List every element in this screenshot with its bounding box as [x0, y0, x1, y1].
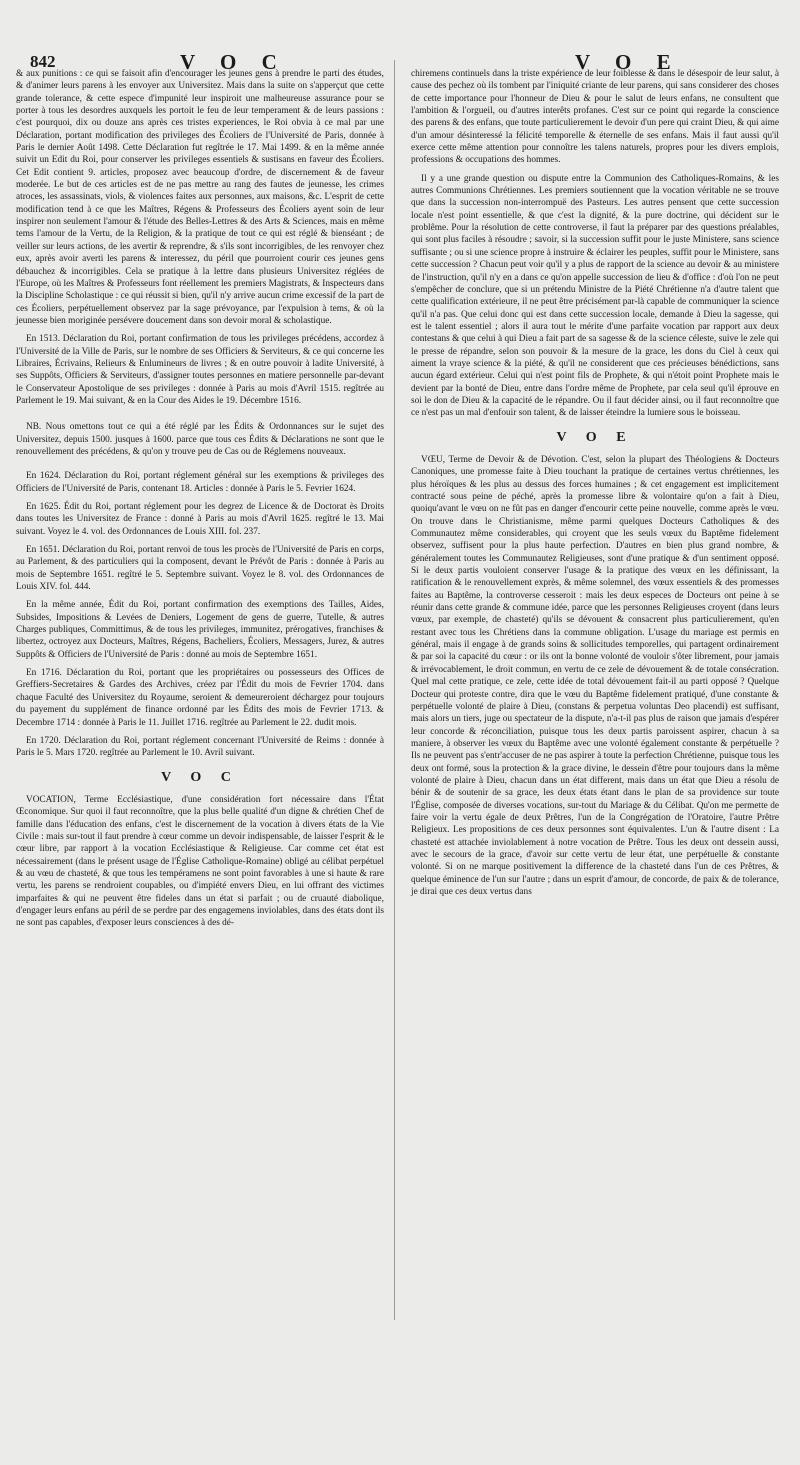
- paragraph: chiremens continuels dans la triste expérience de leur foiblesse & dans le désespoir de leur salut, à cause des pechez où ils tombent par l'iniquité criante de leur parens, qui sans considerer des choses de cette importance pour l'honneur de Dieu & pour le salut de leurs enfans, ne consultent que l'ambition & l'orgueil, ou d'autres interêts profanes. C'est sur ce point qui regarde la conscience des parens & des enfans, que toute particulierement le devoir d'un pere qui craint Dieu, & qui aime d'un amour désinteressé la félicité temporelle & éternelle de ses enfans. Mais il faut aussi qu'il exerce cette même attention pour connoître les talens naturels, propres pour les divers emplois, professions & occupations des hommes.: [411, 69, 780, 166]
- column-divider: [394, 60, 395, 1320]
- paragraph: & aux punitions : ce qui se faisoit afin d'encourager les jeunes gens à prendre le parti des études, & d'animer leurs parens à les envoyer aux Universitez. Mais dans la suite on s'apperçut que cette grande tolerance, & cette espece d'impunité leur inspiroit une malheureuse assurance pour se porter à tous les desordres auxquels les portoit le feu de leur temperament & de leurs passions : c'est pourquoi, dix ou douze ans après ces tristes experiences, le Roi obvia à ce mal par une Déclaration, portant modification des privileges des Écoliers de l'Université de Paris, donnée à Paris le dernier Août 1498. Cette Déclaration fut regîtrée le 17. Mai 1499. & en la même année suivit un Edit du Roi, pour conserver les privileges essentiels & sustisans en faveur des Écoliers. Cet Edit contient 9. articles, proposez avec beaucoup d'ordre, de discernement & de faveur moderée. Le but de ces articles est de ne pas mettre au rang des fautes de jeunesse, les crimes atroces, les assassinats, viols, & violences faites aux personnes, aux maisons, &c. L'esprit de cette modification tend à ce que les Maîtres, Régens & Professeurs des Écoliers ayent soin de leur inspirer non seulement l'amour & l'étude des Belles-Lettres & des Arts & Sciences, mais en même tems l'amour de la Vertu, de la Religion, & la pratique de tout ce qui est réglé & bienséant ; de veiller sur leurs actions, de les avertir & reprendre, & s'ils sont incorrigibles, de les renvoyer chez eux, après avoir averti les parens & interessez, du péril que pourroient courir ces jeunes gens débauchez & incorrigibles. Cela se pratique à la lettre dans plusieurs Universitez réglées de l'Europe, où les Maîtres & Professeurs font réellement les premiers Magistrats, & Inspecteurs dans la Discipline Scholastique : ce qui réussit si bien, qu'il n'y arrive aucun crime excessif de la part de ces Écoliers, perpétuellement observez par la sage prévoyance, par l'expulsion à tems, & où la jeunesse bien moriginée persévere doucement dans son devoir moral & scholastique.: [16, 69, 384, 326]
- paragraph: Il y a une grande question ou dispute entre la Communion des Catholiques-Romains, & les autres Communions Chrétiennes. Les premiers soutiennent que la vocation véritable ne se trouve que dans la succession non-interrompuë des Pasteurs. Les autres pensent que cette succession locale n'est point essentielle, & que c'est la dignité, & la pure doctrine, qui décident sur le problême. Pour la résolution de cette controverse, il faut la préparer par des questions préalables, qui sont plus faciles à résoudre ; savoir, si la succession suffit pour le juste Ministere, sans science suffisante ; ou si une science propre à instruire & éclairer les peuples, suffit pour le Ministere, sans cette succession ? Chacun peut voir qu'il y a plus de rapport de la science au devoir & au ministere de l'instruction, qu'il n'y en a dans ce qu'on appelle succession de lieu & d'office : d'où l'on ne peut s'empêcher de conclure, que si un prétendu Ministre de la Piété Chrétienne n'a d'autre talent que cette qualification extérieure, il ne peut être précisément par-là capable de communiquer la science qu'il n'a pas. Que celui donc qui est dans cette succession locale, demande à Dieu la sagesse, qui est le talent essentiel ; alors il aura tout le mérite d'une parfaite vocation par rapport aux deux contestans & que celui à qui Dieu a fait part de sa sagesse & de la science céleste, suive le zele qui le presse de répandre, selon son pouvoir & la mesure de la grace, les dons du Ciel à ceux qui aiment la vraye science & la piété, & qu'il ne considerent que ces précieuses bénédictions, sans aucun égard extérieur. Celui qui n'est point fils de Prophete, & qui n'étoit point Prophete mais le devient par la bonté de Dieu, entre dans l'ordre même de Prophete, par cela seul qu'il éprouve en soi le don de Dieu & la capacité de le répandre. Ou il faut décider ainsi, ou il faut reconnoître que ce n'est pas un mal d'enfouir son talent, & de laisser éteindre la lumiere sous le boisseau.: [411, 173, 779, 419]
- running-header: [0, 14, 800, 74]
- right-running-head: V O E: [575, 50, 681, 74]
- paragraph: En 1513. Déclaration du Roi, portant confirmation de tous les privileges précédens, accordez à l'Université de la Ville de Paris, sur le nombre de ses Officiers & Serviteurs, & ce qui concerne les Libraires, Écrivains, Relieurs & Enlumineurs de livres ; & en outre pouvoir à ladite Université, à ses Suppôts, Officiers & Serviteurs, d'assigner toutes personnes en matiere personnelle par-devant le Conservateur Apostolique de ses privileges : donnée à Paris au mois d'Avril 1515. regîtrée au Parlement le 19. Mai suivant, & en la Cour des Aides le 19. Décembre 1516.: [16, 334, 384, 406]
- entry-vocation: VOCATION, Terme Ecclésiastique, d'une considération fort nécessaire dans l'État Œconomique. Sur quoi il faut reconnoître, que la plus belle qualité d'un digne & chrétien Chef de famille dans l'éducation des enfans, c'est le discernement de la vocation à divers états de la Vie Civile : mais sur-tout il faut prendre à cœur comme un devoir indispensable, de laisser l'esprit & le cœur libre, par rapport à la vocation Ecclésiastique & Religieuse. Car comme cet état est nécessairement (dans le présent usage de l'Église Catholique-Romaine) obligé au célibat perpétuel & au vœu de chasteté, & que tous les tempéramens ne sont point favorables à une si haute & rare vertu, les parens se rendroient coupables, ou d'impiété envers Dieu, en lui offrant des victimes imparfaites & qui ne peuvent être fideles dans un état si parfait ; ou de cruauté diabolique, d'engager leurs enfans au péril de se perdre par des engagemens inviolables, dans des états dont ils ne sont pas capables, d'exposer leurs consciences à des dé-: [16, 794, 384, 929]
- paragraph: En la même année, Édit du Roi, portant confirmation des exemptions des Tailles, Aides, Subsides, Impositions & Levées de Deniers, Logement de gens de guerre, Tutelle, & autres Charges publiques, Committimus, & de tous les privileges, immunitez, prérogatives, franchises & libertez, octroyez aux Docteurs, Maîtres, Régens, Bacheliers, Écoliers, Messagers, Jurez, & autres Suppôts & Officiers de l'Université de Paris : donné au mois de Septembre 1651.: [16, 600, 384, 660]
- paragraph: En 1716. Déclaration du Roi, portant que les propriétaires ou possesseurs des Offices de Greffiers-Secretaires & Gardes des Archives, créez par l'Édit du mois de Fevrier 1704. dans chaque Faculté des Universitez du Royaume, seroient & demeureroient déchargez pour toujours du payement du supplément de finance ordonné par les Édits des mois de Fevrier 1713. & Decembre 1714 : donnée à Paris le 11. Juillet 1716. regîtrée au Parlement le 22. dudit mois.: [16, 668, 384, 728]
- entry-voeu: VŒU, Terme de Devoir & de Dévotion. C'est, selon la plupart des Théologiens & Docteurs Canoniques, une promesse faite à Dieu touchant la pratique de certaines vertus chrétiennes, les plus héroïques & les plus au dessus des forces humaines ; & cet engagement est implicitement contracté sous peine de péché, après la promesse libre & volontaire qu'on a fait à Dieu, quoiqu'avant le vœu on ne fût pas en danger d'encourir cette peine nouvelle, comme après le vœu. On trouve dans le Christianisme, même parmi quelques Docteurs Catholiques & des Communautez même considerables, qui croyent que les seuls vœux du Baptême fidelement observez, suffisent pour la plus haute perfection. D'autres en bien plus grand nombre, & généralement toutes les Communautez Religieuses, sont d'une pratique & d'un sentiment opposé. Si le deux partis vouloient conserver l'usage & la pratique des vœux en les définissant, la ratification & le renouvellement exprès, & même solemnel, des vœux essentiels & des promesses faites au Baptême, la controverse cesseroit : mais les deux especes de Docteurs ont peine à se réunir dans cette grande & commune idée, parce que les personnes Religieuses croyent (dans leurs vœux, par exemple, de chasteté) qu'ils se dévouent & consacrent plus particulierement, qu'en restant avec tous les Chrétiens dans la commune obligation. L'usage du mariage est permis en général, mais il engage à de grands soins & sollicitudes temporelles, qui partagent ordinairement & par soi la capacité du cœur : or ils ont la bonne volonté de vouloir s'ôter librement, pour jamais & irrévocablement, le droit commun, en vertu de ce zele de dévouement & de totale consécration. Quel mal cette pratique, ce zele, cette idée de total dévouement fait-il au parti opposé ? Quelque Docteur qui proteste contre, dira que le vœu du Baptême fidelement pratiqué, d'une constante & perpétuelle volonté de plaire à Dieu, (constans & perpetua voluntas Deo placendi) est suffisant, mais alors un tiers, juge ou spectateur de la dispute, n'a-t-il pas plus de raison que jamais d'espérer leur concorde & réconciliation, puisque tous les deux partis paroissent aspirer, chacun à sa maniere, à observer les vœux du Baptême avec une volonté également constante & perpétuelle ? Ils ne peuvent pas s'entr'accuser de ne pas aspirer à toute la perfection Chrétienne, puisque tous les deux ont formé, sous la protection & la grace divine, le dessein d'être pour toujours dans la même volonté de plaire à Dieu, chacun dans un état different, mais dans un état que Dieu a résolu de bénir & de soutenir de sa grace, les deux états étant dans le plan de sa providence sur toute l'Église, composée de diverses vocations, sur-tout du Mariage & du Célibat. Qu'on me permette de faire voir la vertu égale de deux Prêtres, l'un de la Congrégation de l'Oratoire, l'autre Prêtre Religieux. Les propositions de ces deux personnes sont équivalentes. L'un & l'autre disent : La chasteté est attachée inviolablement à notre vocation de Prêtre. Tous les deux ont dessein aussi, avec le secours de la grace, d'avoir sur cette vertu de leur état, une perpétuelle & constante volonté. Si on ne marque positivement la difference de la chasteté dans l'un de ces Prêtres, & quelque éminence de l'un sur l'autre ; dans un esprit d'amour, de concorde, de paix & de tolerance, je dirai que ces deux vertus dans: [411, 454, 779, 897]
- section-heading-voc: V O C: [161, 769, 239, 785]
- paragraph: En 1720. Déclaration du Roi, portant réglement concernant l'Université de Reims : donnée à Paris le 5. Mars 1720. regîtrée au Parlement le 10. Avril suivant.: [16, 735, 384, 759]
- right-column: [411, 68, 779, 904]
- left-column: [16, 68, 384, 936]
- paragraph: En 1651. Déclaration du Roi, portant renvoi de tous les procès de l'Université de Paris en corps, au Parlement, & des particuliers qui la composent, devant le Prévôt de Paris : donnée à Paris au mois de Septembre 1651. regîtré le 5. Septembre suivant. Voyez le 8. vol. des Ordonnances de Louis XIV. fol. 444.: [16, 545, 384, 593]
- left-running-head: V O C: [180, 50, 287, 74]
- section-heading-voe: V O E: [556, 429, 634, 445]
- paragraph: En 1625. Édit du Roi, portant réglement pour les degrez de Licence & de Doctorat ès Droits dans toutes les Universitez de France : donné à Paris au mois d'Avril 1625. regîtré le 13. Mai suivant. Voyez le 4. vol. des Ordonnances de Louis XIII. fol. 237.: [16, 502, 384, 537]
- paragraph: En 1624. Déclaration du Roi, portant réglement général sur les exemptions & privileges des Officiers de l'Université de Paris, contenant 18. Articles : donnée à Paris le 5. Fevrier 1624.: [16, 471, 384, 494]
- page-number: 842: [30, 52, 56, 71]
- editorial-note: NB. Nous omettons tout ce qui a été réglé par les Édits & Ordonnances sur le sujet des Universitez, depuis 1500. jusques à 1600. parce que tous ces Édits & Déclarations ne sont que le renouvellement des précédens, & qu'on y trouve peu de Cas ou de Réglemens nouveaux.: [16, 422, 384, 457]
